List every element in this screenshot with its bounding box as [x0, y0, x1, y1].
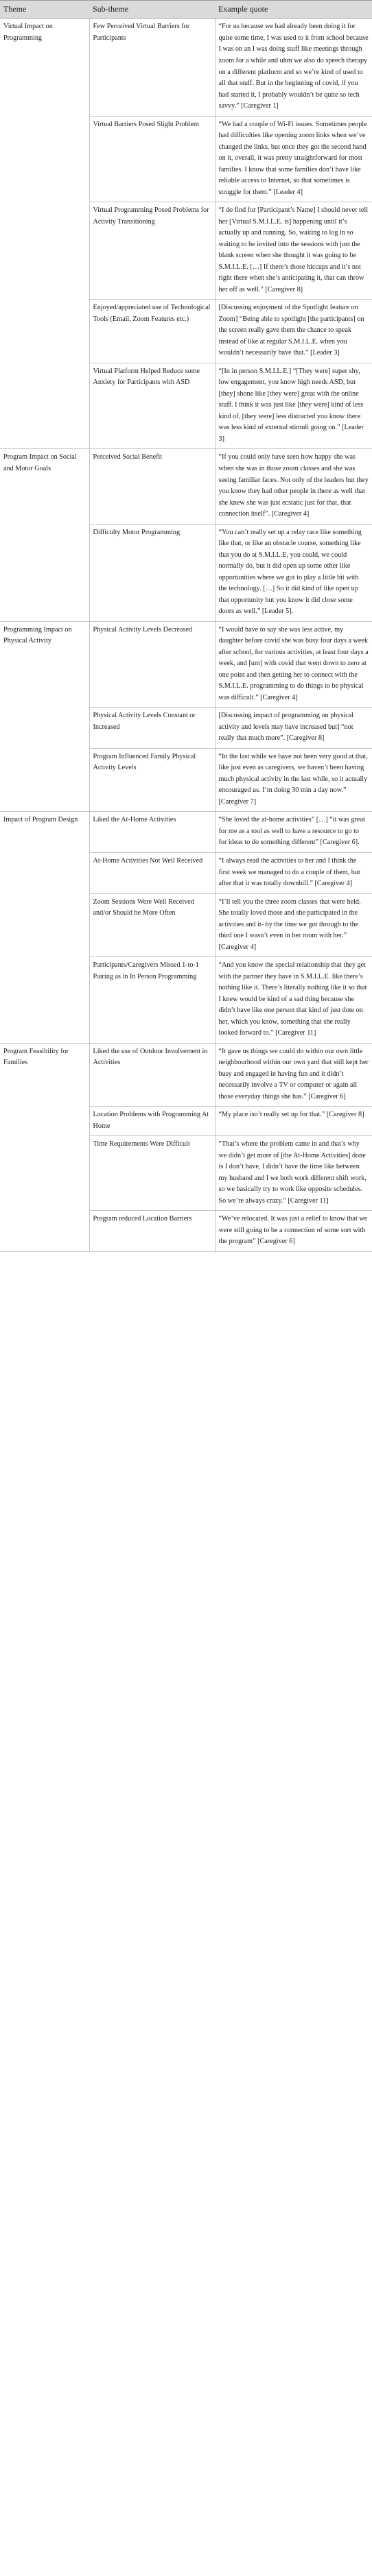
table-row	[0, 1043, 372, 1107]
sub-theme-cell: At-Home Activities Not Well Received	[89, 852, 215, 893]
example-quote-cell: “I do find for [Participant’s Name] I should never tell her [Virtual S.M.I.L.E. is] happening until it’s actually up and running. So, waiting to log in so waiting to be invited into the sessions with just the blank screen when she thought it was going to be S.M.I.L.E. […] If there’s those hiccups and it’s not right there when she’s anticipating it, that can throw her off as well.” [Caregiver 8]	[215, 202, 372, 300]
example-quote-cell: “I would have to say she was less active, my daughter before covid she was busy four days a week after school, for various activities, at least four days a week, and [um] with covid that went down to zero at one point and then getting her to connect with the S.M.I.L.E. programming to do things to be physical was difficult.” [Caregiver 4]	[215, 621, 372, 708]
sub-theme-cell: Physical Activity Levels Constant or Increased	[89, 708, 215, 749]
sub-theme-cell: Program Influenced Family Physical Activity Levels	[89, 748, 215, 812]
sub-theme-cell: Liked the use of Outdoor Involvement in Activities	[89, 1043, 215, 1107]
example-quote-cell: “[In in person S.M.I.L.E.] “[They were] super shy, low engagement, you know high needs ASD, but [they] shone like [they were] great with the online stuff. I think it was just like [they were] kind of less kind of, [they were] less distracted you know there was less kind of external stimuli going on.” [Leader 3]	[215, 363, 372, 449]
theme-cell: Programming Impact on Physical Activity	[0, 621, 89, 812]
sub-theme-cell: Program reduced Location Barriers	[89, 1211, 215, 1252]
example-quote-cell: “That’s where the problem came in and that’s why we didn’t get more of [the At-Home Activities] done is I don’t have, I didn’t have the time like between my husband and I we both work different shift work, so we basically try to work like opposite schedules. So we’re always crazy.” [Caregiver 11]	[215, 1136, 372, 1211]
example-quote-cell: “For us because we had already been doing it for quite some time, I was used to it from school because I was on an I was doing stuff like meetings through zoom for a while and uhm we also do speech therapy on a different platform and so we’re kind of used to all that stuff. But in the beginning of covid, if you had started it, I probably wouldn’t be quite so tech savvy.” [Caregiver 1]	[215, 19, 372, 116]
table-row	[0, 621, 372, 708]
sub-theme-cell: Virtual Platform Helped Reduce some Anxiety for Participants with ASD	[89, 363, 215, 449]
sub-theme-cell: Physical Activity Levels Decreased	[89, 621, 215, 708]
sub-theme-cell: Difficulty Motor Programming	[89, 524, 215, 621]
sub-theme-cell: Virtual Programming Posed Problems for Activity Transitioning	[89, 202, 215, 300]
table-row	[0, 812, 372, 853]
sub-theme-cell: Perceived Social Benefit	[89, 449, 215, 524]
example-quote-cell: “You can’t really set up a relay race like something like that, or like an obstacle course, something like that you do at S.M.I.L.E, you could, we could normally do, but it did open up some other like opportunities where we got to play a little bit with the technology. […] So it did kind of like open up that opportunity but you know it did close some doors as well.” [Leader 5].	[215, 524, 372, 621]
example-quote-cell: “My place isn’t really set up for that.” [Caregiver 8]	[215, 1107, 372, 1136]
header-sub-theme: Sub-theme	[89, 1, 215, 19]
example-quote-cell: “I’ll tell you the three zoom classes that were held. She totally loved those and she participated in the activities and it- by the time we got through to the third one I wasn’t even in her room with her.” [Caregiver 4]	[215, 893, 372, 957]
theme-cell: Impact of Program Design	[0, 812, 89, 1043]
sub-theme-cell: Few Perceived Virtual Barriers for Participants	[89, 19, 215, 116]
example-quote-cell: “In the last while we have not been very good at that, like just even as caregivers, we haven’t been having much physical activity in the last while, so it actually encouraged us. I’m doing 30 min a day now.” [Caregiver 7]	[215, 748, 372, 812]
header-row	[0, 1, 372, 19]
table-row	[0, 19, 372, 116]
example-quote-cell: [Discussing impact of programming on physical activity and levels may have increased but] “not really that much more”. [Caregiver 8]	[215, 708, 372, 749]
example-quote-cell: “I always read the activities to her and I think the first week we managed to do a couple of them, but after that it was totally downhill.” [Caregiver 4]	[215, 852, 372, 893]
sub-theme-cell: Liked the At-Home Activities	[89, 812, 215, 853]
theme-cell: Program Impact on Social and Motor Goals	[0, 449, 89, 621]
sub-theme-cell: Time Requirements Were Difficult	[89, 1136, 215, 1211]
sub-theme-cell: Zoom Sessions Were Well Received and/or Should be More Often	[89, 893, 215, 957]
theme-cell: Virtual Impact on Programming	[0, 19, 89, 449]
example-quote-cell: [Discussing enjoyment of the Spotlight feature on Zoom] “Being able to spotlight [the participants] on the screen really gave them the chance to speak instead of like at regular S.M.I.L.E. when you wouldn’t necessarily have that.” [Leader 3]	[215, 300, 372, 363]
sub-theme-cell: Participants/Caregivers Missed 1-to-1 Pairing as in In Person Programming	[89, 957, 215, 1044]
header-example-quote: Example quote	[215, 1, 372, 19]
header-theme: Theme	[0, 1, 89, 19]
themes-table	[0, 0, 372, 1252]
example-quote-cell: “And you know the special relationship that they get with the partner they have in S.M.I.L.E. like there’s nothing like it. There’s literally nothing like it so that I knew would be kind of a sad thing because she didn’t have like one person that kind of just dote on her, which you know, something that she really looked forward to.” [Caregiver 11]	[215, 957, 372, 1044]
example-quote-cell: “We’ve relocated. It was just a relief to know that we were still going to be a connection of some sort with the program” [Caregiver 6]	[215, 1211, 372, 1252]
example-quote-cell: “It gave us things we could do within our own little neighbourhood within our own yard that still kept her busy and engaged in having fun and it didn’t necessarily involve a TV or computer or again all those everyday things she has.” [Caregiver 6]	[215, 1043, 372, 1107]
sub-theme-cell: Virtual Barriers Posed Slight Problem	[89, 116, 215, 202]
table-body	[0, 19, 372, 1252]
example-quote-cell: “She loved the at-home activities” […] “it was great for me as a tool as well to have a resource to go to for ideas to do something different” [Caregiver 6].	[215, 812, 372, 853]
sub-theme-cell: Enjoyed/appreciated use of Technological Tools (Email, Zoom Features etc.)	[89, 300, 215, 363]
theme-cell: Program Feasibility for Families	[0, 1043, 89, 1251]
example-quote-cell: “If you could only have seen how happy she was when she was in those zoom classes and she was seeing familiar faces. Not only of the leaders but they you know they had other people in there as well that she knew she was just ecstatic just for that, that connection itself”. [Caregiver 4]	[215, 449, 372, 524]
sub-theme-cell: Location Problems with Programming At Home	[89, 1107, 215, 1136]
example-quote-cell: “We had a couple of Wi-Fi issues. Sometimes people had difficulties like opening zoom links when we’ve changed the links, but once they got the second hand on it, overall, it was pretty straightforward for most families. I know that some families don’t have like reliable access to Internet, so that sometimes is struggle for them.” [Leader 4]	[215, 116, 372, 202]
table-row	[0, 449, 372, 524]
